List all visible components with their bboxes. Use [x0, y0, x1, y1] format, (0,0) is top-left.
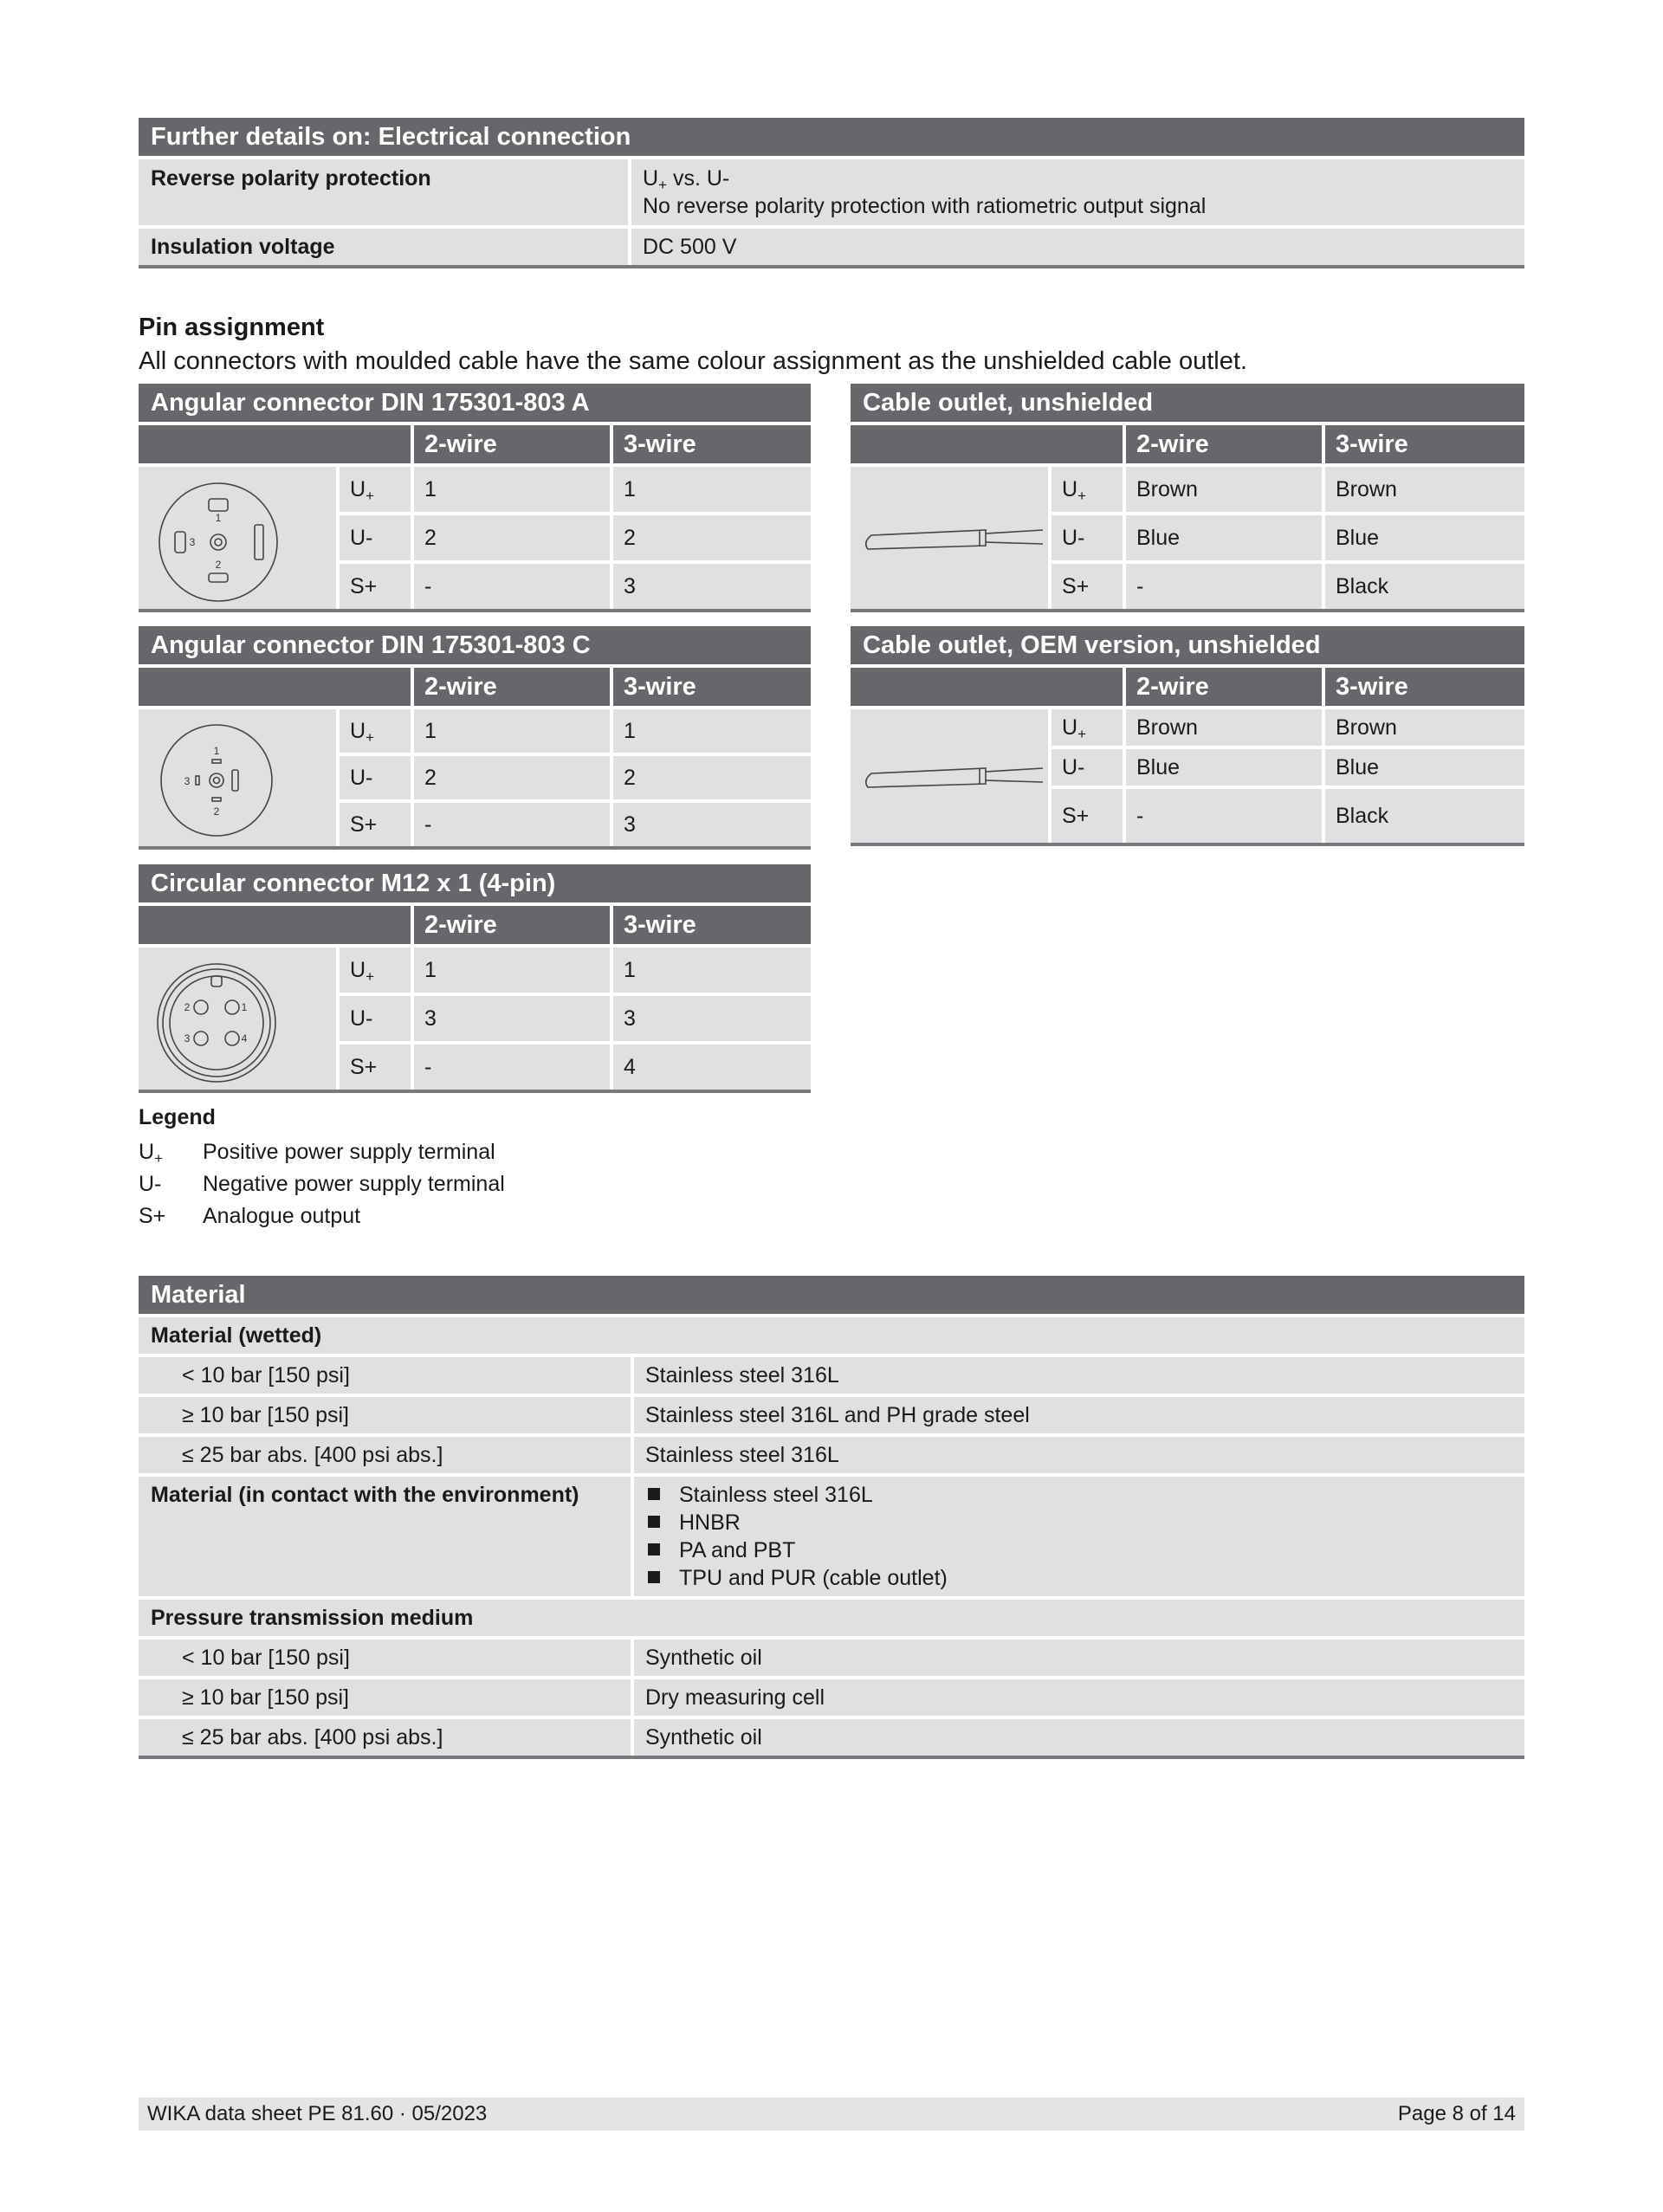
column-3wire: 3-wire [1336, 673, 1408, 701]
pin-row-s-plus [340, 564, 811, 609]
value-3wire: Black [1336, 574, 1389, 598]
value-2wire: - [424, 812, 432, 837]
connector-diagram-din-a [139, 467, 336, 609]
material-environment-label: Material (in contact with the environment) [151, 1483, 579, 1507]
insulation-voltage-value: DC 500 V [643, 235, 737, 259]
value-3wire: 1 [624, 477, 636, 501]
connector-title-cable-oem: Cable outlet, OEM version, unshielded [851, 626, 1524, 664]
wetted-range-3: ≤ 25 bar abs. [400 psi abs.] [182, 1443, 443, 1467]
legend-desc-u-plus: Positive power supply terminal [203, 1140, 495, 1164]
column-3wire: 3-wire [624, 430, 696, 458]
footer-doc-id: WIKA data sheet PE 81.60 · 05/2023 [147, 2102, 488, 2125]
connector-diagram-cable-unshielded [851, 467, 1048, 609]
value-2wire: - [1136, 804, 1144, 828]
pin-row-s-plus [340, 1045, 811, 1090]
value-2wire: 1 [424, 958, 437, 982]
medium-row-2 [139, 1679, 1524, 1716]
value-3wire: Brown [1336, 715, 1397, 740]
cable-outlet-diagram-icon [856, 711, 1046, 841]
pin-row-u-plus [1052, 467, 1524, 512]
svg-text:1: 1 [213, 745, 220, 757]
signal-label: U- [1062, 755, 1085, 779]
pin-row-u-minus [340, 515, 811, 560]
column-header-row [139, 906, 811, 944]
medium-row-3 [139, 1719, 1524, 1756]
medium-range-1: < 10 bar [150 psi] [182, 1646, 350, 1670]
column-header-row [851, 668, 1524, 706]
pin-row-u-minus [340, 996, 811, 1041]
wetted-row-2 [139, 1397, 1524, 1433]
signal-label: U- [350, 766, 373, 790]
wetted-value-1: Stainless steel 316L [645, 1363, 839, 1387]
value-2wire: - [424, 1055, 432, 1079]
column-3wire: 3-wire [624, 911, 696, 939]
column-2wire: 2-wire [1136, 673, 1209, 701]
medium-row-1 [139, 1640, 1524, 1676]
reverse-polarity-label: Reverse polarity protection [151, 166, 431, 191]
svg-text:4: 4 [241, 1032, 248, 1045]
square-bullet-icon [648, 1488, 660, 1500]
value-2wire: 3 [424, 1006, 437, 1031]
signal-label: $U_+$ [350, 958, 374, 985]
value-3wire: 4 [624, 1055, 636, 1079]
medium-range-3: ≤ 25 bar abs. [400 psi abs.] [182, 1725, 443, 1750]
column-2wire: 2-wire [424, 911, 497, 939]
legend-symbol-s-plus: S+ [139, 1204, 166, 1228]
connector-title-cable-unshielded: Cable outlet, unshielded [851, 384, 1524, 422]
column-3wire: 3-wire [1336, 430, 1408, 458]
svg-text:3: 3 [184, 1032, 191, 1045]
signal-label: S+ [350, 812, 378, 837]
insulation-voltage-row [139, 229, 1524, 265]
env-item-1: Stainless steel 316L [648, 1481, 873, 1509]
wetted-row-1 [139, 1357, 1524, 1394]
footer-page-number: Page 8 of 14 [1397, 2102, 1516, 2125]
medium-label: Pressure transmission medium [151, 1606, 474, 1630]
signal-label: S+ [350, 1055, 378, 1079]
square-bullet-icon [648, 1543, 660, 1556]
connector-title-m12: Circular connector M12 x 1 (4-pin) [139, 864, 811, 902]
legend-title: Legend [139, 1105, 216, 1129]
medium-value-2: Dry measuring cell [645, 1685, 825, 1710]
value-2wire: - [424, 574, 432, 598]
column-2wire: 2-wire [1136, 430, 1209, 458]
signal-label: S+ [350, 574, 378, 598]
material-section-header: Material [139, 1276, 1524, 1314]
value-3wire: Brown [1336, 477, 1397, 501]
value-3wire: 2 [624, 766, 636, 790]
connector-diagram-din-c [139, 709, 336, 846]
value-2wire: Brown [1136, 715, 1198, 740]
insulation-voltage-label: Insulation voltage [151, 235, 335, 259]
pin-row-u-plus [1052, 709, 1524, 746]
column-3wire: 3-wire [624, 673, 696, 701]
value-3wire: Black [1336, 804, 1389, 828]
signal-label: U- [1062, 526, 1085, 550]
connector-title-din-c: Angular connector DIN 175301-803 C [139, 626, 811, 664]
value-3wire: Blue [1336, 755, 1380, 779]
connector-title-din-a: Angular connector DIN 175301-803 A [139, 384, 811, 422]
material-environment-row [139, 1477, 1524, 1596]
medium-value-1: Synthetic oil [645, 1646, 762, 1670]
page-footer [139, 2098, 1524, 2131]
medium-row [139, 1600, 1524, 1636]
signal-label: S+ [1062, 804, 1090, 828]
svg-text:2: 2 [184, 1001, 191, 1013]
value-3wire: 3 [624, 812, 636, 837]
svg-text:3: 3 [184, 775, 191, 787]
signal-label: $U_+$ [350, 719, 374, 746]
signal-label: $U_+$ [1062, 715, 1086, 742]
column-header-row [139, 425, 811, 463]
value-3wire: 2 [624, 526, 636, 550]
pin-layout-diagram-icon [147, 713, 336, 843]
pin-row-s-plus [1052, 564, 1524, 609]
medium-range-2: ≥ 10 bar [150 psi] [182, 1685, 350, 1710]
svg-text:1: 1 [241, 1001, 248, 1013]
material-wetted-row [139, 1317, 1524, 1354]
wetted-range-2: ≥ 10 bar [150 psi] [182, 1403, 350, 1427]
value-2wire: - [1136, 574, 1144, 598]
legend-desc-u-minus: Negative power supply terminal [203, 1172, 505, 1196]
svg-text:3: 3 [189, 536, 196, 548]
value-3wire: 3 [624, 574, 636, 598]
svg-text:1: 1 [215, 512, 222, 524]
pin-row-s-plus [340, 803, 811, 846]
value-2wire: 1 [424, 477, 437, 501]
value-3wire: 3 [624, 1006, 636, 1031]
pin-layout-diagram-icon [147, 473, 336, 603]
env-item-3: PA and PBT [648, 1536, 795, 1564]
svg-text:2: 2 [215, 559, 222, 571]
column-header-row [851, 425, 1524, 463]
pin-row-u-plus [340, 948, 811, 993]
value-2wire: Brown [1136, 477, 1198, 501]
legend-desc-s-plus: Analogue output [203, 1204, 361, 1228]
value-2wire: 1 [424, 719, 437, 743]
env-item-4: TPU and PUR (cable outlet) [648, 1564, 948, 1592]
value-3wire: Blue [1336, 526, 1380, 550]
pin-layout-diagram-icon [147, 954, 336, 1083]
signal-label: $U_+$ [1062, 477, 1086, 504]
connector-diagram-m12 [139, 948, 336, 1090]
pin-row-u-minus [1052, 515, 1524, 560]
value-2wire: Blue [1136, 526, 1181, 550]
value-2wire: 2 [424, 526, 437, 550]
electrical-section-header: Further details on: Electrical connection [139, 118, 1524, 156]
material-wetted-label: Material (wetted) [151, 1323, 322, 1348]
pin-row-u-plus [340, 467, 811, 512]
column-2wire: 2-wire [424, 673, 497, 701]
wetted-value-2: Stainless steel 316L and PH grade steel [645, 1403, 1030, 1427]
value-3wire: 1 [624, 958, 636, 982]
value-2wire: Blue [1136, 755, 1181, 779]
value-2wire: 2 [424, 766, 437, 790]
pin-row-u-plus [340, 709, 811, 753]
reverse-polarity-value-line1: $U_+$ vs. U- [643, 166, 730, 193]
reverse-polarity-value-line2: No reverse polarity protection with ratiometric output signal [643, 194, 1207, 218]
connector-diagram-cable-oem [851, 709, 1048, 843]
square-bullet-icon [648, 1571, 660, 1583]
pin-assignment-title: Pin assignment [139, 314, 325, 341]
medium-value-3: Synthetic oil [645, 1725, 762, 1750]
env-item-2: HNBR [648, 1509, 741, 1536]
cable-outlet-diagram-icon [856, 473, 1046, 603]
pin-row-u-minus [1052, 749, 1524, 786]
reverse-polarity-row [139, 159, 1524, 225]
pin-row-s-plus [1052, 789, 1524, 843]
column-header-row [139, 668, 811, 706]
signal-label: S+ [1062, 574, 1090, 598]
square-bullet-icon [648, 1516, 660, 1528]
value-3wire: 1 [624, 719, 636, 743]
wetted-value-3: Stainless steel 316L [645, 1443, 839, 1467]
signal-label: U- [350, 526, 373, 550]
legend-symbol-u-plus: $U_+$ [139, 1140, 163, 1167]
signal-label: U- [350, 1006, 373, 1031]
wetted-row-3 [139, 1437, 1524, 1473]
column-2wire: 2-wire [424, 430, 497, 458]
legend-symbol-u-minus: U- [139, 1172, 162, 1196]
svg-text:2: 2 [213, 805, 220, 818]
pin-assignment-intro: All connectors with moulded cable have the same colour assignment as the unshielded cable outlet. [139, 347, 1247, 375]
wetted-range-1: < 10 bar [150 psi] [182, 1363, 350, 1387]
pin-row-u-minus [340, 756, 811, 799]
signal-label: $U_+$ [350, 477, 374, 504]
